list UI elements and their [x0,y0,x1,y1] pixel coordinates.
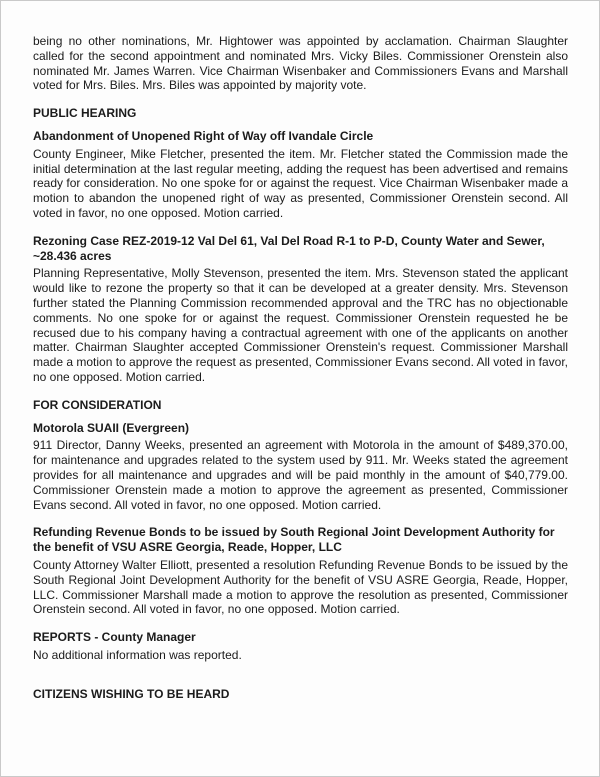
section-heading-public-hearing: PUBLIC HEARING [33,106,137,121]
body-paragraph-motorola: 911 Director, Danny Weeks, presented an agreement with Motorola in the amount of $489,370.00, for maintenance and upgrades related to the system used by 911. Mr. Weeks stated the agreement provides for all maintenance and upgrades and will be paid monthly in the amount of $40,779.00. Commissioner Orenstein made a motion to approve the agreement as presented, Commissioner Evans second. All voted in favor, no one opposed. Motion carried. [33,438,568,512]
body-paragraph-appointments: being no other nominations, Mr. Hightower was appointed by acclamation. Chairman Slaughter called for the second appointment and nominated Mrs. Vicky Biles. Commissioner Orenstein also nominated Mr. James Warren. Vice Chairman Wisenbaker and Commissioners Evans and Marshall voted for Mrs. Biles. Mrs. Biles was appointed by majority vote. [33,34,568,93]
body-paragraph-refunding-bonds: County Attorney Walter Elliott, presented a resolution Refunding Revenue Bonds to be issued by the South Regional Joint Development Authority for the benefit of VSU ASRE Georgia, Reade, Hopper, LLC. Commissioner Marshall made a motion to approve the resolution as presented, Commissioner Orenstein second. All voted in favor, no one opposed. Motion carried. [33,557,568,617]
body-paragraph-abandonment: County Engineer, Mike Fletcher, presented the item. Mr. Fletcher stated the Commission made the initial determination at the last regular meeting, adding the request has been advertised and remains ready for consideration. No one spoke for or against the request. Vice Chairman Wisenbaker made a motion to abandon the unopened right of way as presented, Commissioner Orenstein second. All voted in favor, no one opposed. Motion carried. [33,146,568,220]
item-heading-abandonment-right-of-way: Abandonment of Unopened Right of Way off Ivandale Circle [33,128,374,143]
body-paragraph-rezoning: Planning Representative, Molly Stevenson, presented the item. Mrs. Stevenson stated the applicant would like to rezone the property so that it can be developed at a greater density. Mrs. Stevenson further stated the Planning Commission recommended approval and the TRC has no objectionable comments. No one spoke for or against the request. Commissioner Orenstein requested he be recused due to his company having a contractual agreement with one of the applicants on another matter. Chairman Slaughter accepted Commissioner Orenstein's request. Commissioner Marshall made a motion to approve the request as presented, Commissioner Evans second. All voted in favor, no one opposed. Motion carried. [33,266,568,384]
item-heading-rezoning-case: Rezoning Case REZ-2019-12 Val Del 61, Val Del Road R-1 to P-D, County Water and Sewer, ~28.436 acres [33,233,545,263]
item-heading-motorola-suaii: Motorola SUAII (Evergreen) [33,420,190,435]
body-paragraph-reports: No additional information was reported. [33,647,242,662]
section-heading-citizens-wishing-to-be-heard: CITIZENS WISHING TO BE HEARD [33,686,230,701]
section-heading-reports-county-manager: REPORTS - County Manager [33,630,196,645]
item-heading-refunding-revenue-bonds: Refunding Revenue Bonds to be issued by South Regional Joint Development Authority for the benefit of VSU ASRE Georgia, Reade, Hopper, LLC [33,525,555,555]
section-heading-for-consideration: FOR CONSIDERATION [33,397,162,412]
